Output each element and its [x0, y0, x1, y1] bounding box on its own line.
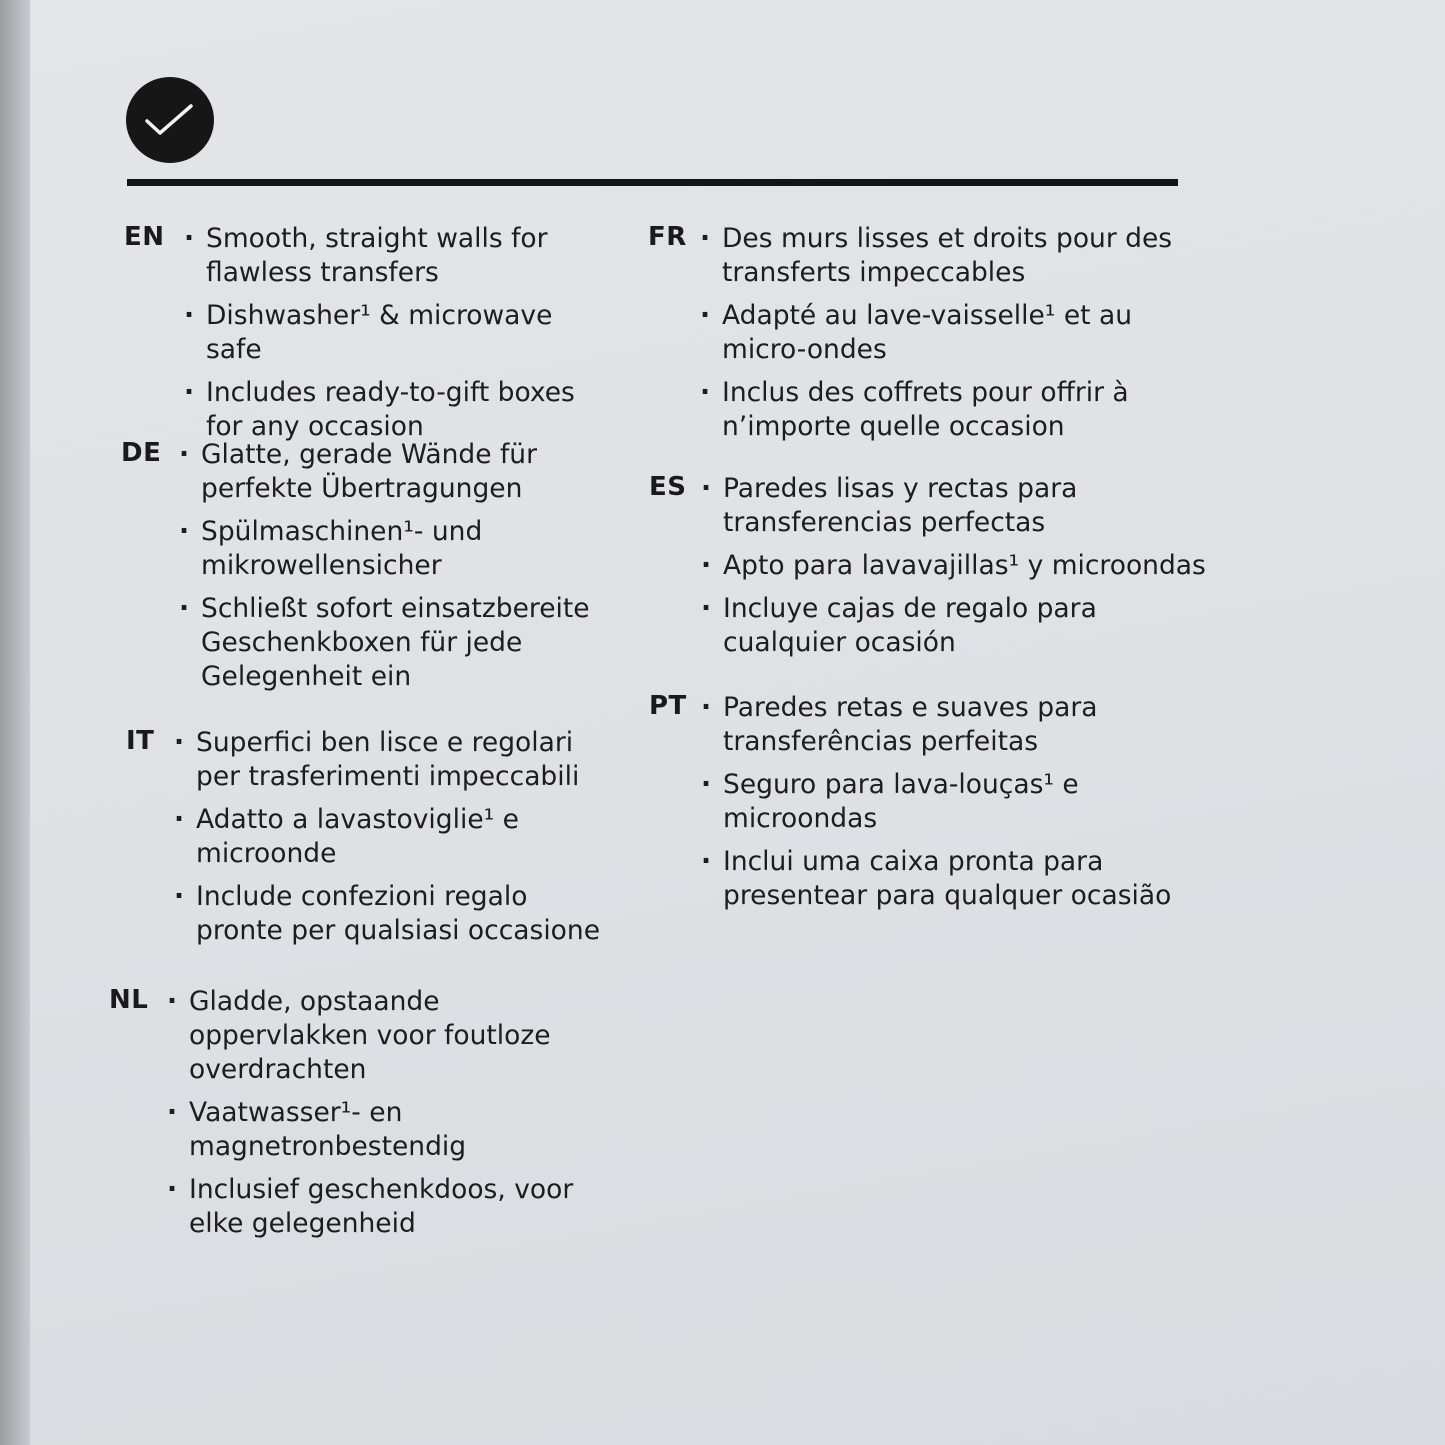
lang-code-it: IT	[126, 726, 155, 756]
feature-item: · Schließt sofort einsatzbereite Geschenkboxen für jede Gelegenheit ein	[179, 592, 619, 694]
feature-item: · Gladde, opstaande oppervlakken voor foutloze overdrachten	[167, 985, 607, 1087]
feature-item: · Smooth, straight walls for flawless transfers	[184, 222, 614, 290]
feature-item: · Apto para lavavajillas¹ y microondas	[701, 549, 1221, 583]
feature-item: · Dishwasher¹ & microwave safe	[184, 299, 614, 367]
feature-item: · Inclui uma caixa pronta para presentear para qualquer ocasião	[701, 845, 1221, 913]
lang-code-nl: NL	[109, 985, 149, 1015]
check-badge	[126, 77, 214, 163]
feature-item: · Paredes lisas y rectas para transferencias perfectas	[701, 472, 1221, 540]
feature-item: · Adapté au lave-vaisselle¹ et au micro-ondes	[700, 299, 1220, 367]
divider-rule	[127, 179, 1178, 186]
lang-code-de: DE	[121, 438, 162, 468]
lang-code-fr: FR	[648, 222, 687, 252]
feature-item: · Paredes retas e suaves para transferências perfeitas	[701, 691, 1221, 759]
feature-item: · Seguro para lava-louças¹ e microondas	[701, 768, 1221, 836]
lang-code-es: ES	[649, 472, 687, 502]
feature-item: · Include confezioni regalo pronte per qualsiasi occasione	[174, 880, 624, 948]
feature-item: · Superfici ben lisce e regolari per trasferimenti impeccabili	[174, 726, 624, 794]
feature-item: · Des murs lisses et droits pour des transferts impeccables	[700, 222, 1220, 290]
feature-item: · Inclus des coffrets pour offrir à n’importe quelle occasion	[700, 376, 1220, 444]
lang-code-pt: PT	[649, 691, 687, 721]
feature-item: · Includes ready-to-gift boxes for any occasion	[184, 376, 614, 444]
feature-item: · Spülmaschinen¹- und mikrowellensicher	[179, 515, 619, 583]
feature-item: · Inclusief geschenkdoos, voor elke gelegenheid	[167, 1173, 607, 1241]
lang-code-en: EN	[124, 222, 165, 252]
feature-item: · Adatto a lavastoviglie¹ e microonde	[174, 803, 624, 871]
feature-item: · Vaatwasser¹- en magnetronbestendig	[167, 1096, 607, 1164]
checkmark-icon	[126, 77, 214, 163]
feature-item: · Glatte, gerade Wände für perfekte Übertragungen	[179, 438, 619, 506]
feature-item: · Incluye cajas de regalo para cualquier ocasión	[701, 592, 1221, 660]
